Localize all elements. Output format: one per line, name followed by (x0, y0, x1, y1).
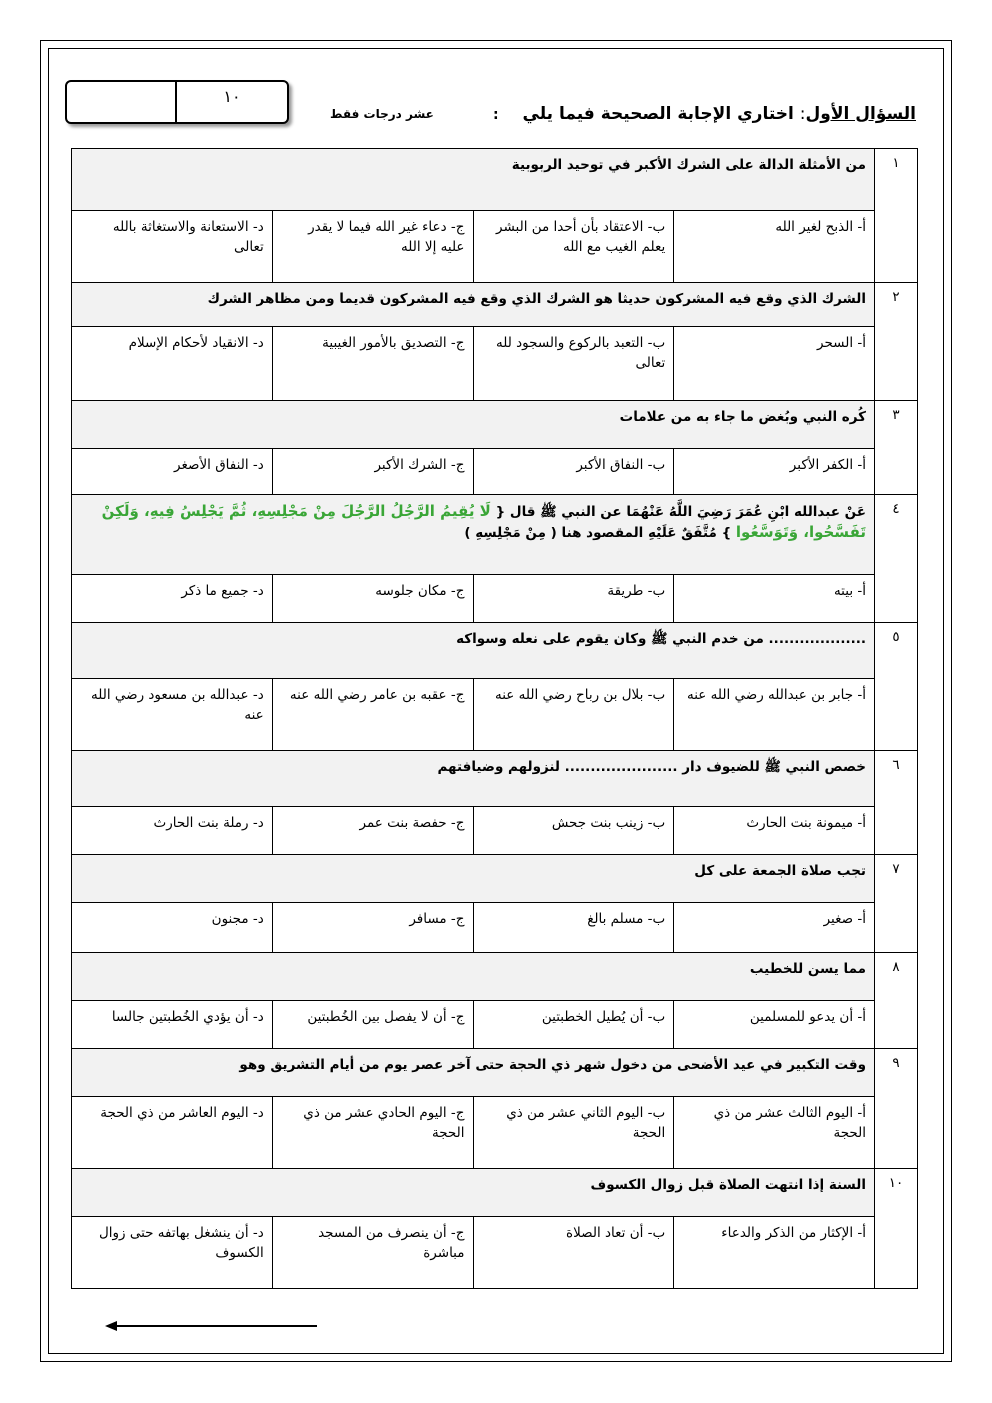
question-stem: ................... من خدم النبي ﷺ وكان يقوم على نعله وسواكه (72, 623, 875, 679)
question-number: ٧ (875, 855, 918, 953)
title-colon: : (799, 104, 806, 124)
option-d[interactable]: د- أن ينشغل بهاتفه حتى زوال الكسوف (72, 1217, 273, 1289)
option-a[interactable]: أ- الإكثار من الذكر والدعاء (674, 1217, 875, 1289)
question-number: ٥ (875, 623, 918, 751)
option-a[interactable]: أ- جابر بن عبدالله رضي الله عنه (674, 679, 875, 751)
option-b[interactable]: ب- بلال بن رباح رضي الله عنه (473, 679, 674, 751)
option-c[interactable]: ج- حفصة بنت عمر (272, 807, 473, 855)
grade-note: عشر درجات فقط (330, 107, 434, 121)
option-a[interactable]: أ- بيته (674, 575, 875, 623)
option-c[interactable]: ج- التصديق بالأمور الغيبية (272, 327, 473, 401)
option-b[interactable]: ب- النفاق الأكبر (473, 449, 674, 495)
question-number: ٩ (875, 1049, 918, 1169)
question-stem: السنة إذا انتهت الصلاة قبل زوال الكسوف (72, 1169, 875, 1217)
option-b[interactable]: ب- الاعتقاد بأن أحدا من البشر يعلم الغيب مع الله (473, 211, 674, 283)
option-c[interactable]: ج- مسافر (272, 903, 473, 953)
question-title (493, 104, 916, 124)
option-b[interactable]: ب- أن يُطيل الخطبتين (473, 1001, 674, 1049)
option-b[interactable]: ب- اليوم الثاني عشر من ذي الحجة (473, 1097, 674, 1169)
option-c[interactable]: ج- أن ينصرف من المسجد مباشرة (272, 1217, 473, 1289)
question-stem: الشرك الذي وقع فيه المشركون حديثا هو الشرك الذي وقع فيه المشركون قديما ومن مظاهر الشرك (72, 283, 875, 327)
title-label: السؤال الأول (805, 104, 916, 124)
question-number: ٨ (875, 953, 918, 1049)
option-c[interactable]: ج- الشرك الأكبر (272, 449, 473, 495)
option-b[interactable]: ب- أن تعاد الصلاة (473, 1217, 674, 1289)
next-page-arrow-icon (105, 1316, 317, 1336)
option-d[interactable]: د- الانقياد لأحكام الإسلام (72, 327, 273, 401)
question-number: ١ (875, 149, 918, 283)
option-a[interactable]: أ- ميمونة بنت الحارث (674, 807, 875, 855)
option-c[interactable]: ج- دعاء غير الله فيما لا يقدر عليه إلا الله (272, 211, 473, 283)
hadith-outro: } مُتَّفَقٌ عَلَيْهِ المقصود هنا ( مِنْ مَجْلِسِهِ ) (464, 525, 732, 541)
question-number: ٤ (875, 495, 918, 623)
option-c[interactable]: ج- مكان جلوسه (272, 575, 473, 623)
question-number: ٢ (875, 283, 918, 401)
question-stem (72, 495, 875, 575)
option-d[interactable]: د- اليوم العاشر من ذي الحجة (72, 1097, 273, 1169)
title-tail: : (492, 107, 499, 123)
option-d[interactable]: د- جميع ما ذكر (72, 575, 273, 623)
option-d[interactable]: د- النفاق الأصغر (72, 449, 273, 495)
hadith-intro: عَنْ عبدالله ابْنِ عُمَرَ رَضِيَ اللَّهُ عَنْهُمَا عن النبي ﷺ قال { (495, 504, 866, 520)
score-value: ١٠ (223, 87, 241, 106)
title-text: اختاري الإجابة الصحيحة فيما يلي (522, 104, 794, 124)
option-b[interactable]: ب- مسلم بالغ (473, 903, 674, 953)
option-a[interactable]: أ- اليوم الثالث عشر من ذي الحجة (674, 1097, 875, 1169)
option-d[interactable]: د- مجنون (72, 903, 273, 953)
question-stem: من الأمثلة الدالة على الشرك الأكبر في توحيد الربوبية (72, 149, 875, 211)
option-b[interactable]: ب- التعبد بالركوع والسجود لله تعالى (473, 327, 674, 401)
question-stem: تجب صلاة الجمعة على كل (72, 855, 875, 903)
questions-table (71, 148, 918, 1289)
score-divider (175, 82, 177, 122)
option-a[interactable]: أ- الكفر الأكبر (674, 449, 875, 495)
question-stem: مما يسن للخطيب (72, 953, 875, 1001)
score-box (65, 80, 289, 124)
option-a[interactable]: أ- السحر (674, 327, 875, 401)
question-stem: خصص النبي ﷺ للضيوف دار ...................... لنزولهم وضيافتهم (72, 751, 875, 807)
option-c[interactable]: ج- عقبه بن عامر رضي الله عنه (272, 679, 473, 751)
option-c[interactable]: ج- أن لا يفصل بين الخُطبتين (272, 1001, 473, 1049)
hadith-text: لَا يُقِيمُ الرَّجُلُ الرَّجُلَ مِنْ مَجْلِسِهِ، ثُمَّ يَجْلِسُ فِيهِ، وَلَكِنْ تَفَسَّحُوا، وَتَوَسَّعُوا (101, 502, 866, 541)
option-a[interactable]: أ- الذبح لغير الله (674, 211, 875, 283)
question-number: ١٠ (875, 1169, 918, 1289)
option-d[interactable]: د- رملة بنت الحارث (72, 807, 273, 855)
question-number: ٦ (875, 751, 918, 855)
option-d[interactable]: د- عبدالله بن مسعود رضي الله عنه (72, 679, 273, 751)
option-b[interactable]: ب- زينب بنت جحش (473, 807, 674, 855)
option-a[interactable]: أ- صغير (674, 903, 875, 953)
option-d[interactable]: د- أن يؤدي الخُطبتين جالسا (72, 1001, 273, 1049)
question-stem: وقت التكبير في عيد الأضحى من دخول شهر ذي الحجة حتى آخر عصر يوم من أيام التشريق وهو (72, 1049, 875, 1097)
option-b[interactable]: ب- طريقة (473, 575, 674, 623)
question-number: ٣ (875, 401, 918, 495)
question-stem: كُره النبي وبُغض ما جاء به من علامات (72, 401, 875, 449)
option-c[interactable]: ج- اليوم الحادي عشر من ذي الحجة (272, 1097, 473, 1169)
option-a[interactable]: أ- أن يدعو للمسلمين (674, 1001, 875, 1049)
option-d[interactable]: د- الاستعانة والاستغاثة بالله تعالى (72, 211, 273, 283)
